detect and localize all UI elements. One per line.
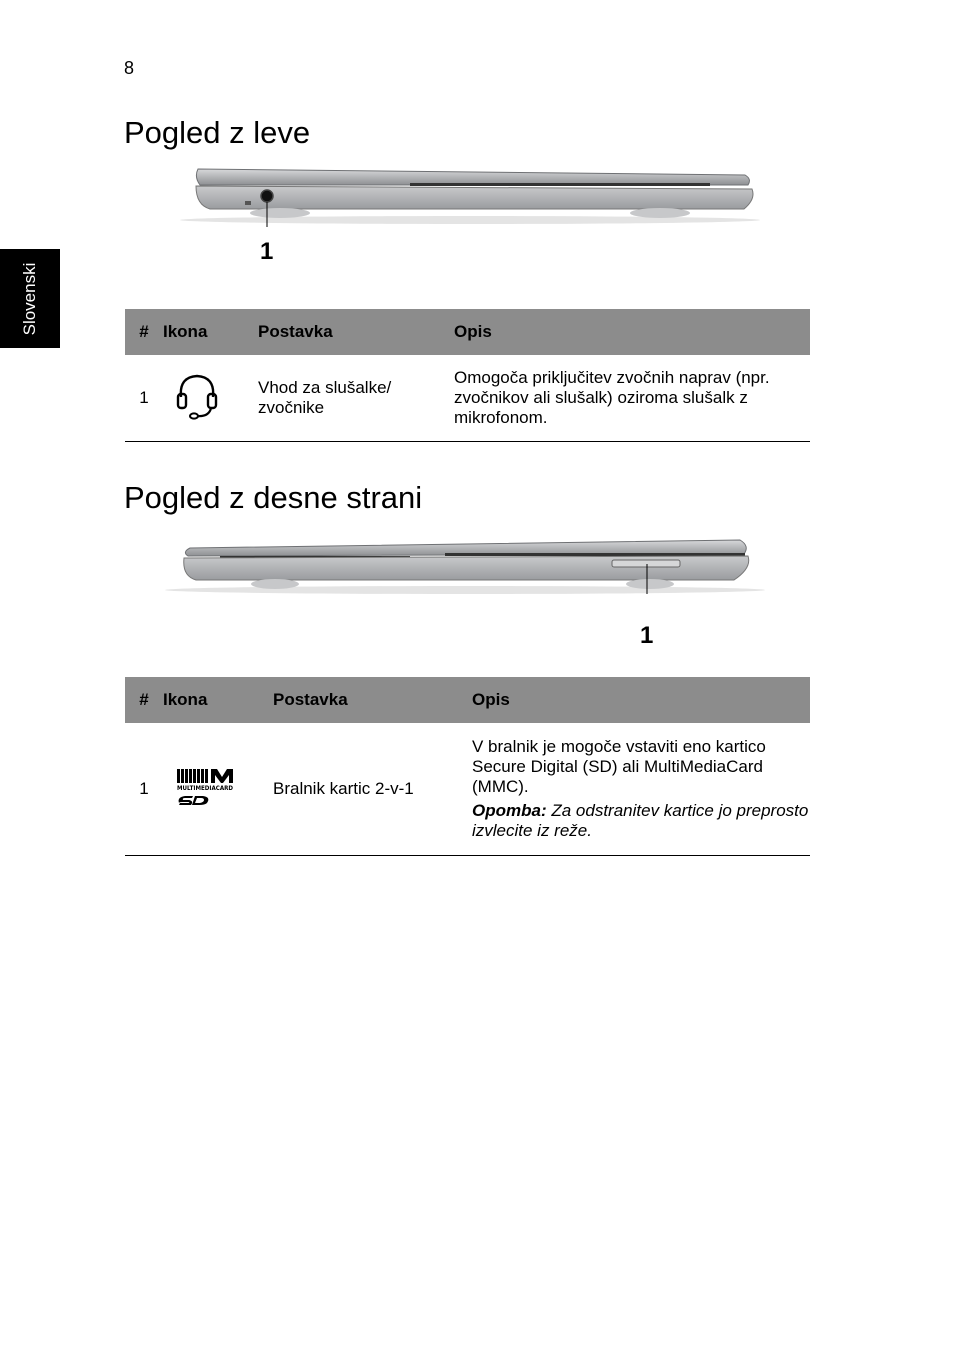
row-number: 1 (125, 355, 163, 442)
laptop-left-side-image (170, 165, 770, 227)
language-label: Slovenski (20, 262, 39, 336)
table-header-row (125, 677, 810, 723)
item-description-cell (472, 723, 810, 856)
col-icon-header: Ikona (163, 677, 273, 723)
right-view-heading: Pogled z desne strani (124, 480, 423, 515)
col-description-header: Opis (454, 309, 810, 355)
right-ports-table (125, 677, 810, 856)
item-description: V bralnik je mogoče vstaviti eno kartico Secure Digital (SD) ali MultiMediaCard (MMC). (472, 737, 766, 796)
mmc-logo-text: MULTIMEDIACARD (177, 784, 234, 792)
mmc-sd-logo-icon (175, 767, 239, 807)
row-number: 1 (125, 723, 163, 856)
left-ports-table (125, 309, 810, 442)
note-label: Opomba: (472, 801, 547, 820)
table-row (125, 355, 810, 442)
table-row (125, 723, 810, 856)
item-name: Vhod za slušalke/ zvočnike (258, 355, 454, 442)
item-name: Bralnik kartic 2-v-1 (273, 723, 472, 856)
col-number-header: # (125, 309, 163, 355)
left-callout-number: 1 (260, 238, 274, 265)
left-view-heading: Pogled z leve (124, 115, 311, 150)
language-side-tab (0, 249, 60, 348)
item-description: Omogoča priključitev zvočnih naprav (npr. zvočnikov ali slušalk) oziroma slušalk z mikrofonom. (454, 355, 810, 442)
col-number-header: # (125, 677, 163, 723)
col-icon-header: Ikona (163, 309, 258, 355)
right-callout-number: 1 (640, 622, 654, 649)
headset-icon (175, 371, 219, 421)
table-header-row (125, 309, 810, 355)
laptop-right-side-image (160, 532, 770, 594)
col-description-header: Opis (472, 677, 810, 723)
page-number: 8 (124, 58, 135, 78)
icon-cell (163, 723, 273, 856)
item-note (472, 801, 810, 841)
icon-cell (163, 355, 258, 442)
col-item-header: Postavka (273, 677, 472, 723)
note-text: Za odstranitev kartice jo preprosto izvlecite iz reže. (472, 801, 809, 840)
col-item-header: Postavka (258, 309, 454, 355)
